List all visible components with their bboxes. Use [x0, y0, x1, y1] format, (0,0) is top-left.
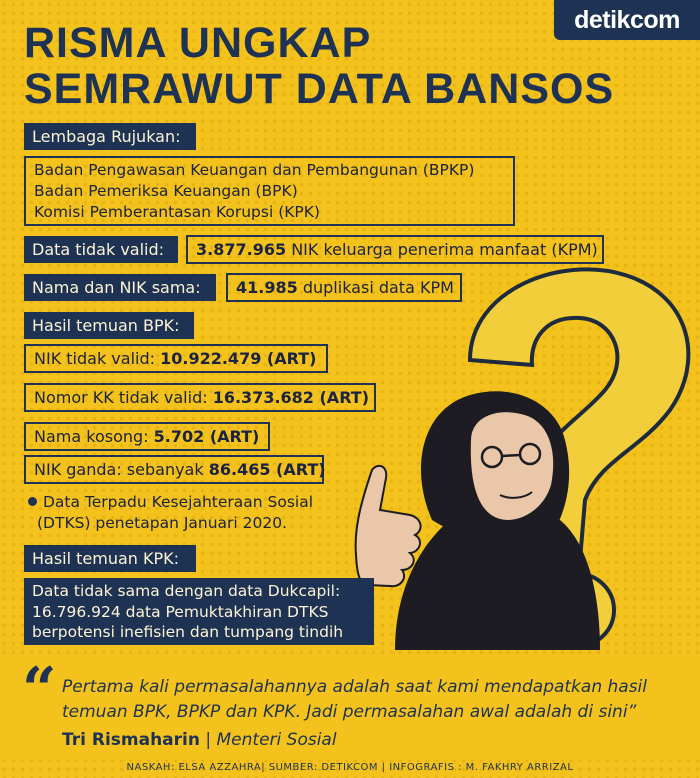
quote-mark-icon: “	[22, 655, 57, 725]
bpk-item-label: NIK ganda: sebanyak	[34, 460, 204, 479]
nama-nik-sama-value: 41.985	[236, 278, 298, 297]
quote-author	[62, 728, 337, 752]
dtks-note-line-2: (DTKS) penetapan Januari 2020.	[37, 514, 288, 532]
bpk-item	[24, 344, 328, 373]
quote-text	[62, 675, 682, 725]
lembaga-item: Komisi Pemberantasan Korupsi (KPK)	[34, 203, 320, 221]
nama-nik-sama-box	[226, 273, 462, 302]
kpk-box	[24, 578, 374, 645]
bpk-item-label: Nomor KK tidak valid:	[34, 388, 208, 407]
quote-line-1: Pertama kali permasalahannya adalah saat kami mendapatkan hasil	[62, 677, 647, 697]
lembaga-list	[24, 156, 515, 226]
nama-nik-sama-label: Nama dan NIK sama:	[24, 274, 216, 301]
credits-footer: NASKAH: ELSA AZZAHRA| SUMBER: DETIKCOM | INFOGRAFIS : M. FAKHRY ARRIZAL	[126, 762, 574, 773]
kpk-heading: Hasil temuan KPK:	[24, 545, 196, 572]
kpk-line-3: berpotensi inefisien dan tumpang tindih	[32, 623, 344, 641]
kpk-line-1: Data tidak sama dengan data Dukcapil:	[32, 582, 341, 600]
bpk-item-label: NIK tidak valid:	[34, 349, 156, 368]
bpk-item	[24, 455, 324, 484]
lembaga-heading: Lembaga Rujukan:	[24, 123, 196, 150]
bullet-icon	[28, 497, 37, 506]
bpk-item	[24, 422, 270, 451]
bpk-item-label: Nama kosong:	[34, 427, 149, 446]
dtks-note-line-1: Data Terpadu Kesejahteraan Sosial	[43, 493, 314, 511]
title-line-1: RISMA UNGKAP	[24, 19, 372, 67]
bpk-item-value: 5.702 (ART)	[153, 427, 260, 446]
lembaga-item: Badan Pengawasan Keuangan dan Pembangunan (BPKP)	[34, 161, 475, 179]
bpk-heading: Hasil temuan BPK:	[24, 312, 194, 339]
detikcom-logo: detikcom	[554, 0, 700, 40]
quote-line-2: temuan BPK, BPKP dan KPK. Jadi permasalahan awal adalah di sini”	[62, 702, 637, 722]
author-role: Menteri Sosial	[216, 730, 337, 750]
data-tidak-valid-value: 3.877.965	[196, 240, 287, 259]
bpk-item	[24, 383, 376, 412]
kpk-line-2: 16.796.924 data Pemuktakhiran DTKS	[32, 602, 329, 621]
data-tidak-valid-label: Data tidak valid:	[24, 236, 178, 263]
bpk-item-value: 86.465 (ART)	[208, 460, 326, 479]
lembaga-item: Badan Pemeriksa Keuangan (BPK)	[34, 182, 298, 200]
nama-nik-sama-text: duplikasi data KPM	[302, 278, 454, 297]
dtks-note	[28, 492, 348, 534]
bpk-item-value: 10.922.479 (ART)	[160, 349, 317, 368]
author-name: Tri Rismaharin	[62, 730, 200, 750]
data-tidak-valid-text: NIK keluarga penerima manfaat (KPM)	[291, 240, 598, 259]
bpk-item-value: 16.373.682 (ART)	[212, 388, 370, 407]
data-tidak-valid-box	[186, 235, 604, 264]
page-title	[24, 20, 614, 112]
author-separator: |	[199, 730, 217, 750]
title-line-2: SEMRAWUT DATA BANSOS	[24, 65, 615, 113]
